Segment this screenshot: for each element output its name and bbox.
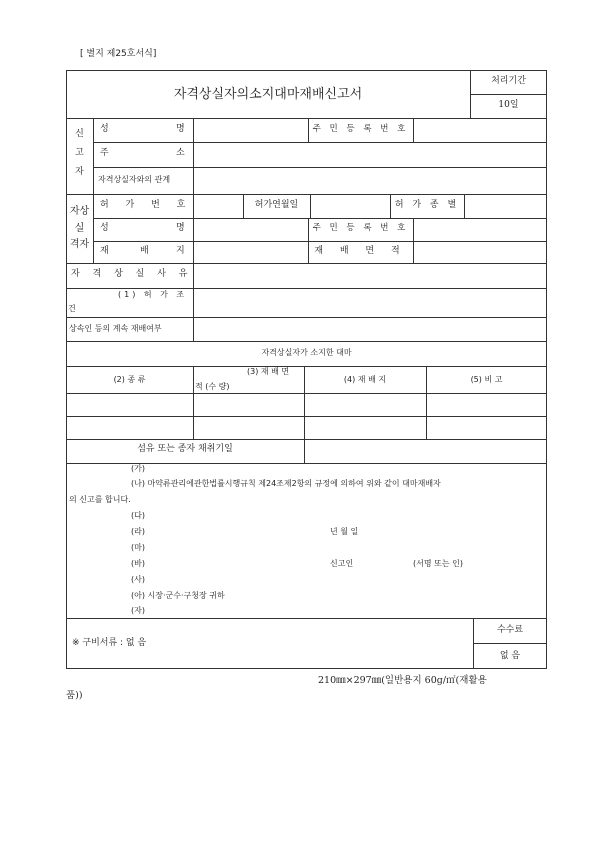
decl-line-na: (나) 마약류관리에관한법률시행규칙 제24조제2항의 규정에 의하여 위와 같이 대마재배자 [131, 479, 441, 488]
reporter-section-char-1: 신 [75, 129, 84, 139]
license-no-label: 허 가 번 호 [100, 200, 193, 210]
decl-line-ma: (마) [131, 543, 145, 552]
permit-condition-label: (1) 허 가 조 [118, 290, 188, 299]
loss-reason-label: 자 격 상 실 사 유 [71, 269, 193, 279]
decl-line-ba: (바) [131, 559, 145, 568]
col-area-header-bottom: 적 (수 량) [195, 382, 230, 391]
heir-continue-label: 상속인 등의 계속 재배여부 [69, 324, 162, 333]
decl-line-ga: (가) [131, 464, 145, 473]
hemp-section-title: 자격상실자가 소지한 대마 [261, 348, 352, 357]
col-type-header: (2) 종 류 [113, 375, 146, 384]
fee-value: 없 음 [499, 651, 521, 661]
lost-section-char-3: 격자 [69, 239, 90, 250]
lost-name-label: 성 명 [100, 223, 185, 233]
reporter-relation-field[interactable] [195, 169, 549, 194]
reporter-name-field[interactable] [195, 120, 309, 142]
heir-continue-field[interactable] [195, 319, 549, 341]
reporter-sign-label: 신고인 [330, 559, 354, 568]
form-title: 자격상실자의소지대마재배신고서 [173, 87, 363, 102]
paper-spec-line2: 품)) [66, 690, 83, 701]
paper-spec-line1: 210㎜×297㎜(일반용지 60g/㎡(재활용 [318, 675, 487, 686]
permit-condition-field[interactable] [195, 290, 549, 317]
fiber-seed-field[interactable] [306, 441, 549, 463]
lost-section-char-2: 실 [74, 223, 85, 234]
col-site-header: (4) 재 배 지 [343, 375, 387, 384]
reporter-resident-no-field[interactable] [415, 120, 549, 142]
decl-line-a: (아) 시장·군수·구청장 귀하 [131, 591, 225, 600]
fee-label: 수수료 [496, 625, 524, 635]
form-number: [ 별지 제25호서식] [80, 49, 157, 59]
reporter-section-char-3: 자 [75, 167, 84, 177]
reporter-section-char-2: 고 [75, 148, 84, 158]
col-area-header-top: (3) 재 배 면 [247, 367, 290, 376]
loss-reason-field[interactable] [195, 265, 549, 288]
reporter-relation-label: 자격상실자와의 관계 [98, 175, 171, 184]
cultivation-site-label: 재 배 지 [100, 246, 185, 256]
fiber-seed-label: 섬유 또는 종자 채취기일 [137, 444, 233, 454]
cultivation-area-label: 재 배 면 적 [314, 246, 407, 256]
date-text: 년 월 일 [330, 527, 359, 536]
reporter-address-field[interactable] [195, 144, 549, 167]
permit-condition-tail: 건 [68, 304, 76, 313]
license-type-label: 허 가 종 별 [394, 200, 460, 210]
reporter-name-label: 성 명 [100, 124, 191, 134]
processing-label: 처리기간 [491, 76, 526, 86]
decl-line-da: (다) [131, 511, 145, 520]
lost-section-char-1: 자상 [69, 206, 90, 217]
lost-resident-no-label: 주 민 등 록 번 호 [312, 223, 409, 233]
processing-value: 10일 [498, 100, 519, 110]
decl-line-ra: (라) [131, 527, 145, 536]
required-docs: ※ 구비서류 : 없 음 [72, 638, 147, 648]
decl-line-ja: (자) [131, 606, 145, 615]
col-note-header: (5) 비 고 [470, 375, 503, 384]
reporter-resident-no-label: 주 민 등 록 번 호 [312, 124, 409, 134]
sign-hint: (서명 또는 인) [413, 559, 463, 568]
decl-line-sa: (사) [131, 575, 145, 584]
reporter-address-label: 주 소 [100, 148, 185, 158]
decl-line-report: 의 신고를 합니다. [69, 495, 131, 504]
license-date-label: 허가연월일 [254, 200, 299, 210]
